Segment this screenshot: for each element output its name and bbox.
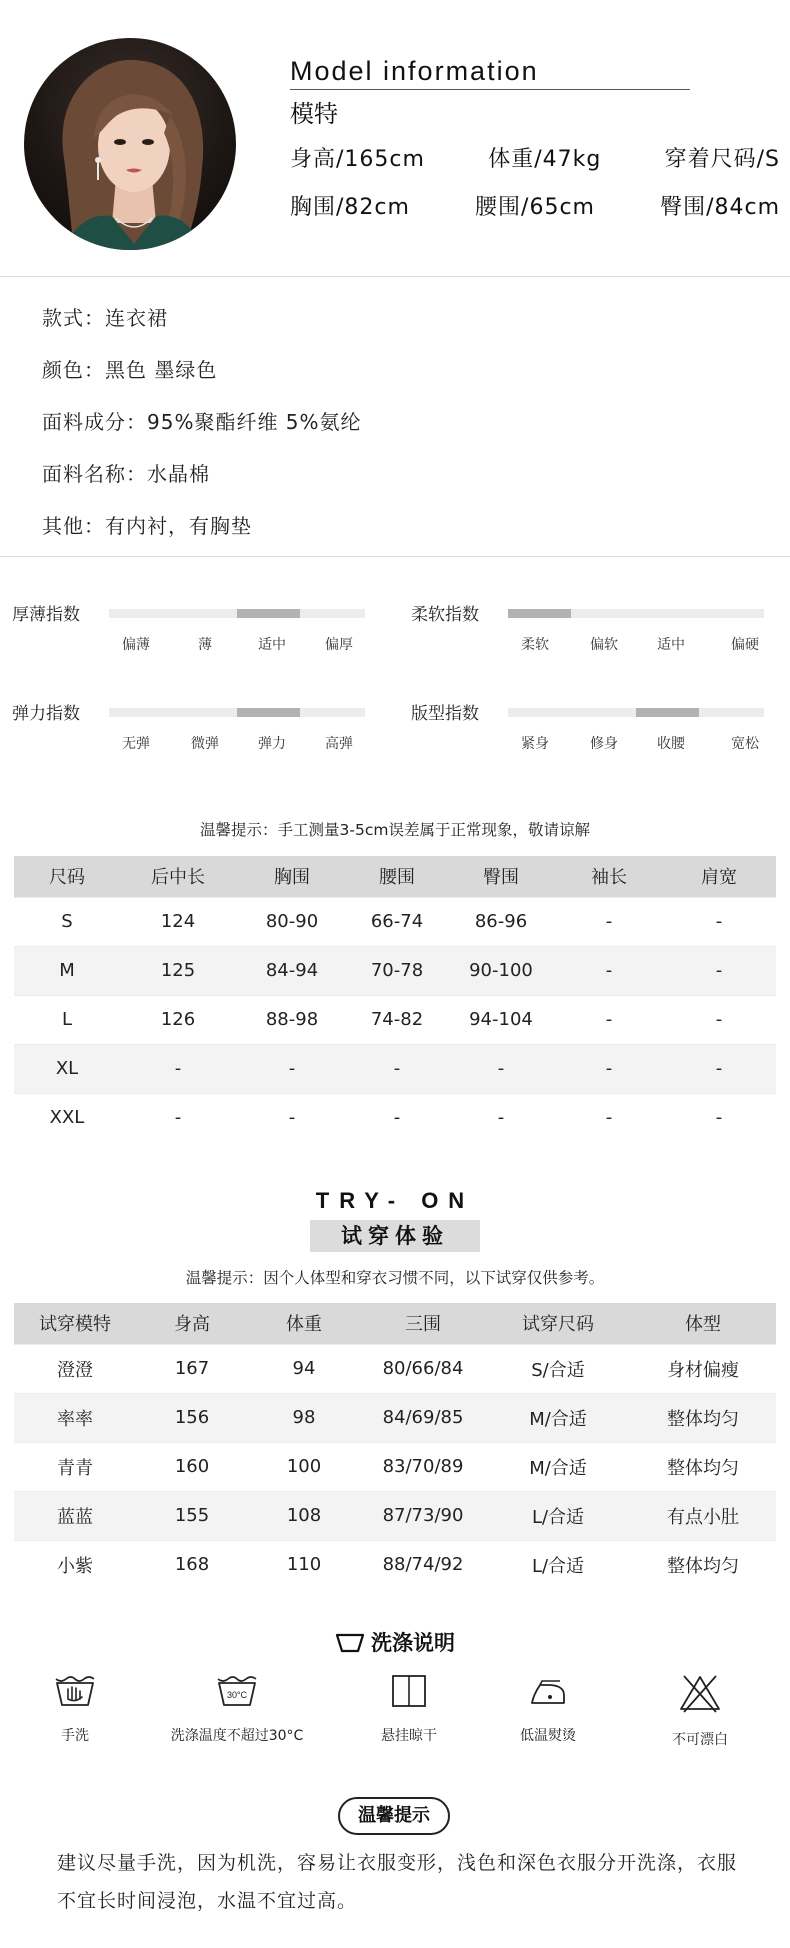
table-cell: 108 [248,1491,360,1540]
table-cell: 有点小肚 [630,1491,776,1540]
tryon-header-cell: 体型 [630,1303,776,1344]
index-bar-fill [508,609,571,618]
table-cell: - [348,1093,446,1142]
table-cell: 90-100 [446,946,556,995]
table-cell: - [556,897,662,946]
model-height: 身高/165cm [290,147,425,172]
wash-label: 悬挂晾干 [381,1728,437,1744]
wash-30-icon-text: 30°C [226,1690,248,1700]
table-cell: 整体均匀 [630,1442,776,1491]
wash-basin-icon [335,1630,365,1654]
wash-item-hand-wash [0,1673,150,1745]
wash-label: 洗涤温度不超过30°C [170,1728,304,1744]
spec-composition: 面料成分：95%聚酯纤维 5%氨纶 [42,410,362,434]
hang-dry-icon [387,1673,431,1709]
table-cell: - [662,995,776,1044]
index-tick: 适中 [657,637,685,653]
table-cell: 155 [136,1491,248,1540]
size-table-header [14,856,776,897]
table-row [14,1044,776,1093]
index-tick: 偏硬 [731,637,759,653]
wash-title [0,1627,790,1657]
table-cell: 125 [120,946,236,995]
tryon-header-cell: 试穿尺码 [486,1303,630,1344]
index-tick: 柔软 [521,637,549,653]
table-cell: - [556,1044,662,1093]
table-cell: 整体均匀 [630,1540,776,1589]
table-row [14,1442,776,1491]
index-tick: 适中 [258,637,286,653]
model-portrait-image [24,38,236,250]
table-cell: - [236,1044,348,1093]
table-cell: 88/74/92 [360,1540,486,1589]
size-header-cell: 后中长 [120,856,236,897]
model-bust: 胸围/82cm [290,195,410,220]
table-cell: - [446,1044,556,1093]
index-tick: 偏薄 [122,637,150,653]
index-bar [508,609,764,618]
table-cell: 84-94 [236,946,348,995]
table-cell: 126 [120,995,236,1044]
table-cell: L [14,995,120,1044]
table-row [14,1491,776,1540]
table-cell: 74-82 [348,995,446,1044]
model-size: 穿着尺码/S [664,147,780,172]
section-divider [0,276,790,277]
table-cell: 94-104 [446,995,556,1044]
index-label: 柔软指数 [411,605,479,625]
size-table [14,856,776,1142]
model-hip: 臀围/84cm [660,195,780,220]
table-cell: 167 [136,1344,248,1393]
table-cell: 整体均匀 [630,1393,776,1442]
table-cell: - [120,1044,236,1093]
table-cell: 83/70/89 [360,1442,486,1491]
table-cell: 160 [136,1442,248,1491]
tryon-header-cell: 三围 [360,1303,486,1344]
tryon-tip: 温馨提示：因个人体型和穿衣习惯不同，以下试穿仅供参考。 [185,1269,605,1287]
table-cell: 小紫 [14,1540,136,1589]
table-cell: 84/69/85 [360,1393,486,1442]
table-cell: 88-98 [236,995,348,1044]
size-header-cell: 尺码 [14,856,120,897]
table-cell: 168 [136,1540,248,1589]
warm-tip-text: 建议尽量手洗，因为机洗，容易让衣服变形，浅色和深色衣服分开洗涤，衣服不宜长时间浸泡，水温不宜过高。 [57,1852,738,1912]
index-label: 弹力指数 [12,704,80,724]
table-cell: 青青 [14,1442,136,1491]
index-tick: 无弹 [122,736,150,752]
index-elasticity [12,699,392,779]
table-cell: S [14,897,120,946]
table-cell: 身材偏瘦 [630,1344,776,1393]
wash-item-wash-30 [162,1673,312,1745]
table-cell: - [556,946,662,995]
table-cell: 澄澄 [14,1344,136,1393]
table-row [14,897,776,946]
table-cell: L/合适 [486,1491,630,1540]
table-cell: 94 [248,1344,360,1393]
table-row [14,1540,776,1589]
index-bar [109,708,365,717]
size-header-cell: 腰围 [348,856,446,897]
model-avatar [24,38,236,250]
index-tick: 弹力 [258,736,286,752]
size-header-cell: 袖长 [556,856,662,897]
tryon-title-en: TRY- ON [315,1188,475,1213]
section-divider [0,556,790,557]
table-cell: 70-78 [348,946,446,995]
index-tick: 修身 [590,736,618,752]
table-cell: 100 [248,1442,360,1491]
table-cell: - [662,1093,776,1142]
low-iron-icon [526,1673,570,1709]
wash-item-hang-dry [334,1673,484,1745]
table-cell: XXL [14,1093,120,1142]
wash-30-icon [215,1673,259,1709]
index-fit [411,699,790,779]
warm-tip-badge: 温馨提示 [338,1797,450,1835]
table-row [14,946,776,995]
table-row [14,1344,776,1393]
index-tick: 宽松 [731,736,759,752]
model-measure-row-2 [290,190,780,221]
wash-label: 低温熨烫 [520,1728,576,1744]
table-cell: 80-90 [236,897,348,946]
table-cell: 86-96 [446,897,556,946]
index-tick: 微弹 [191,736,219,752]
table-cell: M [14,946,120,995]
model-waist: 腰围/65cm [475,195,595,220]
table-cell: 87/73/90 [360,1491,486,1540]
size-header-cell: 肩宽 [662,856,776,897]
index-tick: 紧身 [521,736,549,752]
model-measure-row-1 [290,142,780,173]
index-tick: 收腰 [657,736,685,752]
tryon-title-cn: 试穿体验 [310,1220,480,1252]
table-cell: 124 [120,897,236,946]
hand-wash-icon [53,1673,97,1709]
table-cell: - [556,995,662,1044]
index-bar [508,708,764,717]
table-cell: 率率 [14,1393,136,1442]
table-cell: - [556,1093,662,1142]
size-header-cell: 臀围 [446,856,556,897]
spec-fabric-name: 面料名称：水晶棉 [42,462,210,486]
title-underline [290,89,690,90]
table-cell: S/合适 [486,1344,630,1393]
table-cell: - [120,1093,236,1142]
tryon-header-cell: 身高 [136,1303,248,1344]
product-specs [42,302,362,562]
index-bar [109,609,365,618]
table-cell: L/合适 [486,1540,630,1589]
table-cell: XL [14,1044,120,1093]
no-bleach-icon [678,1673,722,1713]
table-cell: M/合适 [486,1442,630,1491]
table-row [14,1093,776,1142]
model-info-title: Model information [290,56,539,86]
table-cell: 156 [136,1393,248,1442]
wash-label: 不可漂白 [672,1732,728,1748]
index-tick: 薄 [198,637,212,653]
index-tick: 高弹 [325,736,353,752]
wash-item-low-iron [473,1673,623,1745]
wash-label: 手洗 [61,1728,89,1744]
table-cell: 66-74 [348,897,446,946]
index-tick: 偏软 [590,637,618,653]
table-cell: - [662,897,776,946]
spec-style: 款式：连衣裙 [42,306,168,330]
index-tick: 偏厚 [325,637,353,653]
table-cell: - [446,1093,556,1142]
size-tip: 温馨提示：手工测量3-5cm误差属于正常现象，敬请谅解 [200,821,590,839]
size-header-cell: 胸围 [236,856,348,897]
table-cell: M/合适 [486,1393,630,1442]
tryon-header-cell: 体重 [248,1303,360,1344]
wash-title-text: 洗涤说明 [371,1631,455,1655]
table-cell: 蓝蓝 [14,1491,136,1540]
table-cell: - [236,1093,348,1142]
index-label: 版型指数 [411,704,479,724]
model-info-section [0,0,790,275]
index-bar-fill [636,708,699,717]
tryon-header-cell: 试穿模特 [14,1303,136,1344]
index-bar-fill [237,609,300,618]
index-label: 厚薄指数 [12,605,80,625]
wash-item-no-bleach [625,1673,775,1749]
spec-color: 颜色：黑色 墨绿色 [42,358,218,382]
table-cell: 98 [248,1393,360,1442]
table-cell: - [662,946,776,995]
index-softness [411,600,790,680]
table-cell: - [662,1044,776,1093]
model-weight: 体重/47kg [488,147,602,172]
tryon-table [14,1303,776,1589]
table-cell: 110 [248,1540,360,1589]
index-thickness [12,600,392,680]
spec-other: 其他：有内衬，有胸垫 [42,514,252,538]
table-cell: 80/66/84 [360,1344,486,1393]
table-row [14,995,776,1044]
table-cell: - [348,1044,446,1093]
model-subtitle: 模特 [290,100,338,128]
table-row [14,1393,776,1442]
tryon-table-header [14,1303,776,1344]
index-bar-fill [237,708,300,717]
